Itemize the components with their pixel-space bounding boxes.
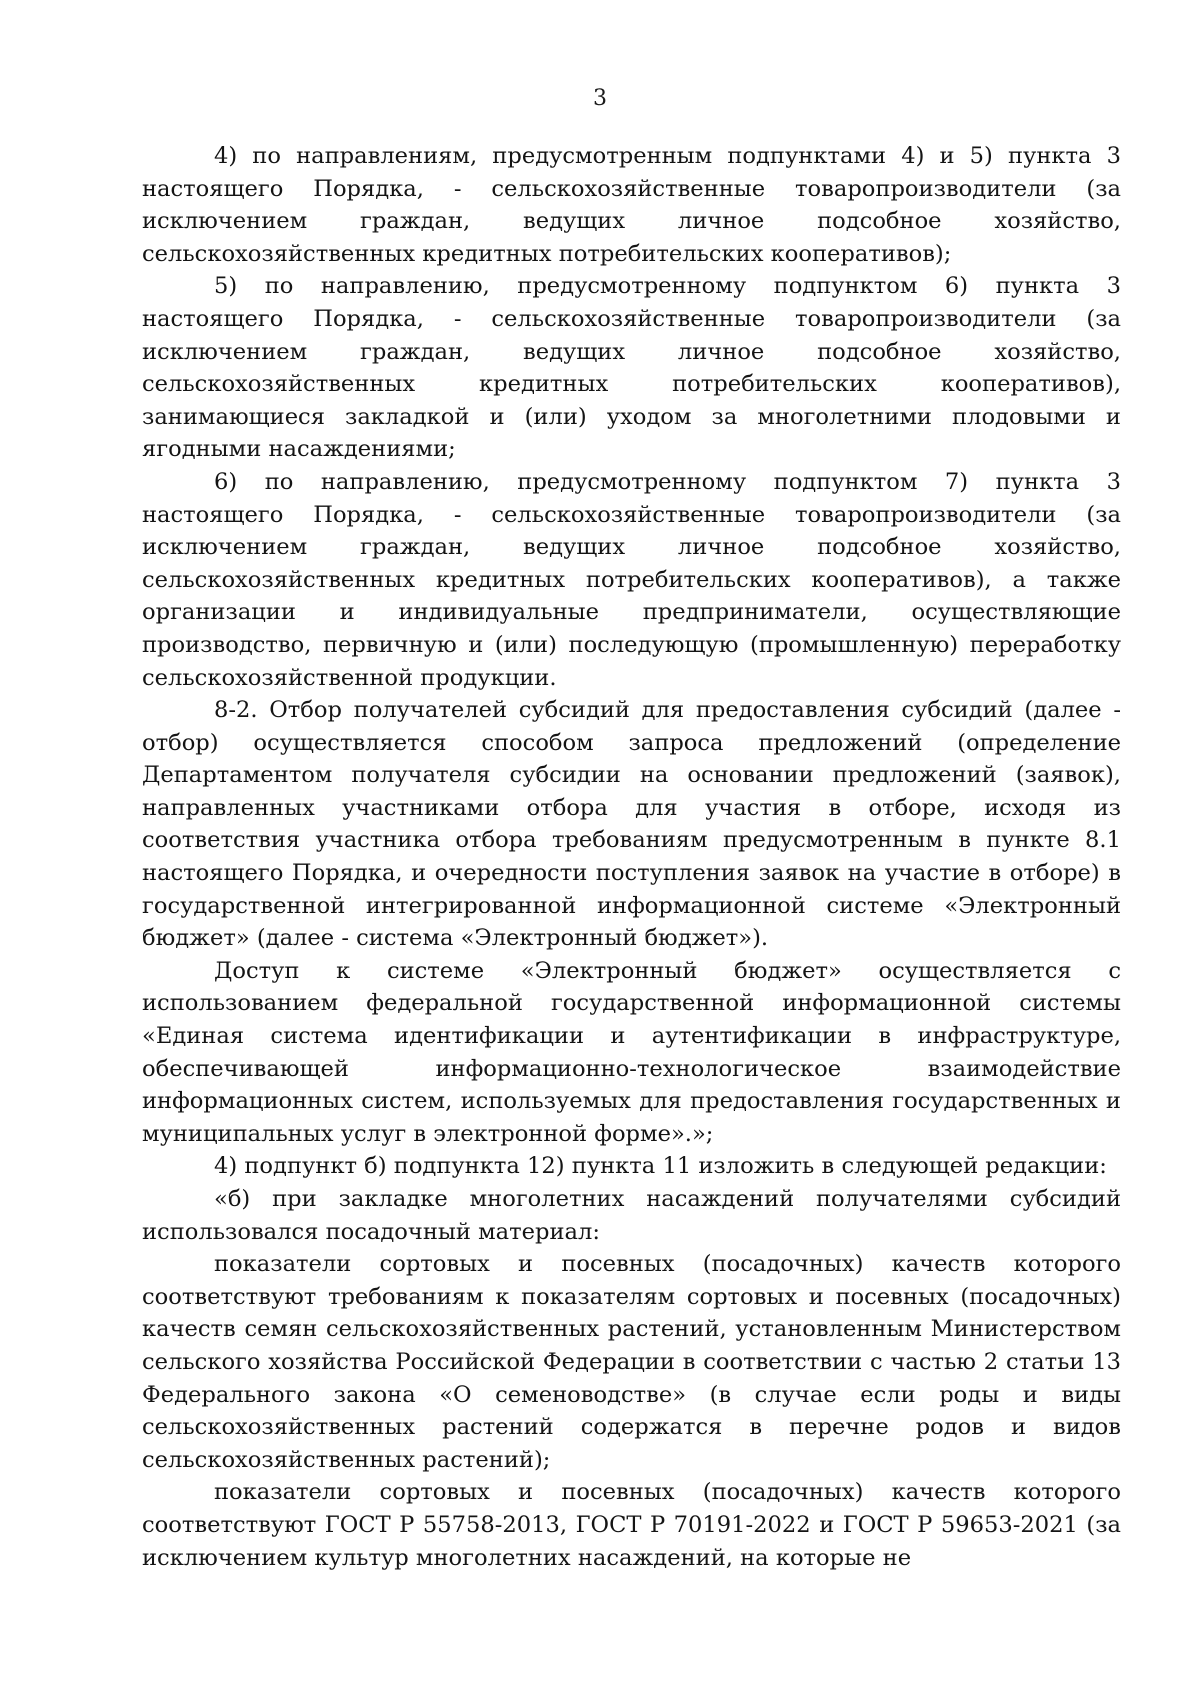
paragraph-indicators-2: показатели сортовых и посевных (посадочных) качеств которого соответствуют ГОСТ Р 55758-2013, ГОСТ Р 70191-2022 и ГОСТ Р 59653-2021 (за исключением культур многолетних насаждений, на которые не — [142, 1479, 1121, 1571]
document-body — [142, 140, 1121, 1574]
paragraph-item-5: 5) по направлению, предусмотренному подпунктом 6) пункта 3 настоящего Порядка, - сельскохозяйственные товаропроизводители (за исключением граждан, ведущих личное подсобное хозяйство, сельскохозяйственных кредитных потребительских кооперативов), занимающиеся закладкой и (или) уходом за многолетними плодовыми и ягодными насаждениями; — [142, 273, 1121, 463]
page-number: 3 — [593, 86, 607, 111]
paragraph-subitem-b: «б) при закладке многолетних насаждений получателями субсидий использовался посадочный материал: — [142, 1186, 1121, 1245]
paragraph-item-8-2: 8-2. Отбор получателей субсидий для предоставления субсидий (далее - отбор) осуществляется способом запроса предложений (определение Департаментом получателя субсидии на основании предложений (заявок), направленных участниками отбора для участия в отборе, исходя из соответствия участника отбора требованиям предусмотренным в пункте 8.1 настоящего Порядка, и очередности поступления заявок на участие в отборе) в государственной интегрированной информационной системе «Электронный бюджет» (далее - система «Электронный бюджет»). — [142, 697, 1121, 952]
paragraph-amendment-4: 4) подпункт б) подпункта 12) пункта 11 изложить в следующей редакции: — [214, 1153, 1107, 1180]
paragraph-indicators-1: показатели сортовых и посевных (посадочных) качеств которого соответствуют требованиям к показателям сортовых и посевных (посадочных) качеств семян сельскохозяйственных растений, установленным Министерством сельского хозяйства Российской Федерации в соответствии с частью 2 статьи 13 Федерального закона «О семеноводстве» (в случае если роды и виды сельскохозяйственных растений содержатся в перечне родов и видов сельскохозяйственных растений); — [142, 1251, 1121, 1473]
paragraph-access: Доступ к системе «Электронный бюджет» осуществляется с использованием федеральной государственной информационной системы «Единая система идентификации и аутентификации в инфраструктуре, обеспечивающей информационно-технологическое взаимодействие информационных систем, используемых для предоставления государственных и муниципальных услуг в электронной форме».»; — [142, 957, 1121, 1147]
paragraph-item-6: 6) по направлению, предусмотренному подпунктом 7) пункта 3 настоящего Порядка, - сельскохозяйственные товаропроизводители (за исключением граждан, ведущих личное подсобное хозяйство, сельскохозяйственных кредитных потребительских кооперативов), а также организации и индивидуальные предприниматели, осуществляющие производство, первичную и (или) последующую (промышленную) переработку сельскохозяйственной продукции. — [142, 468, 1121, 691]
paragraph-item-4: 4) по направлениям, предусмотренным подпунктами 4) и 5) пункта 3 настоящего Порядка, - сельскохозяйственные товаропроизводители (за исключением граждан, ведущих личное подсобное хозяйство, сельскохозяйственных кредитных потребительских кооперативов); — [142, 143, 1121, 267]
